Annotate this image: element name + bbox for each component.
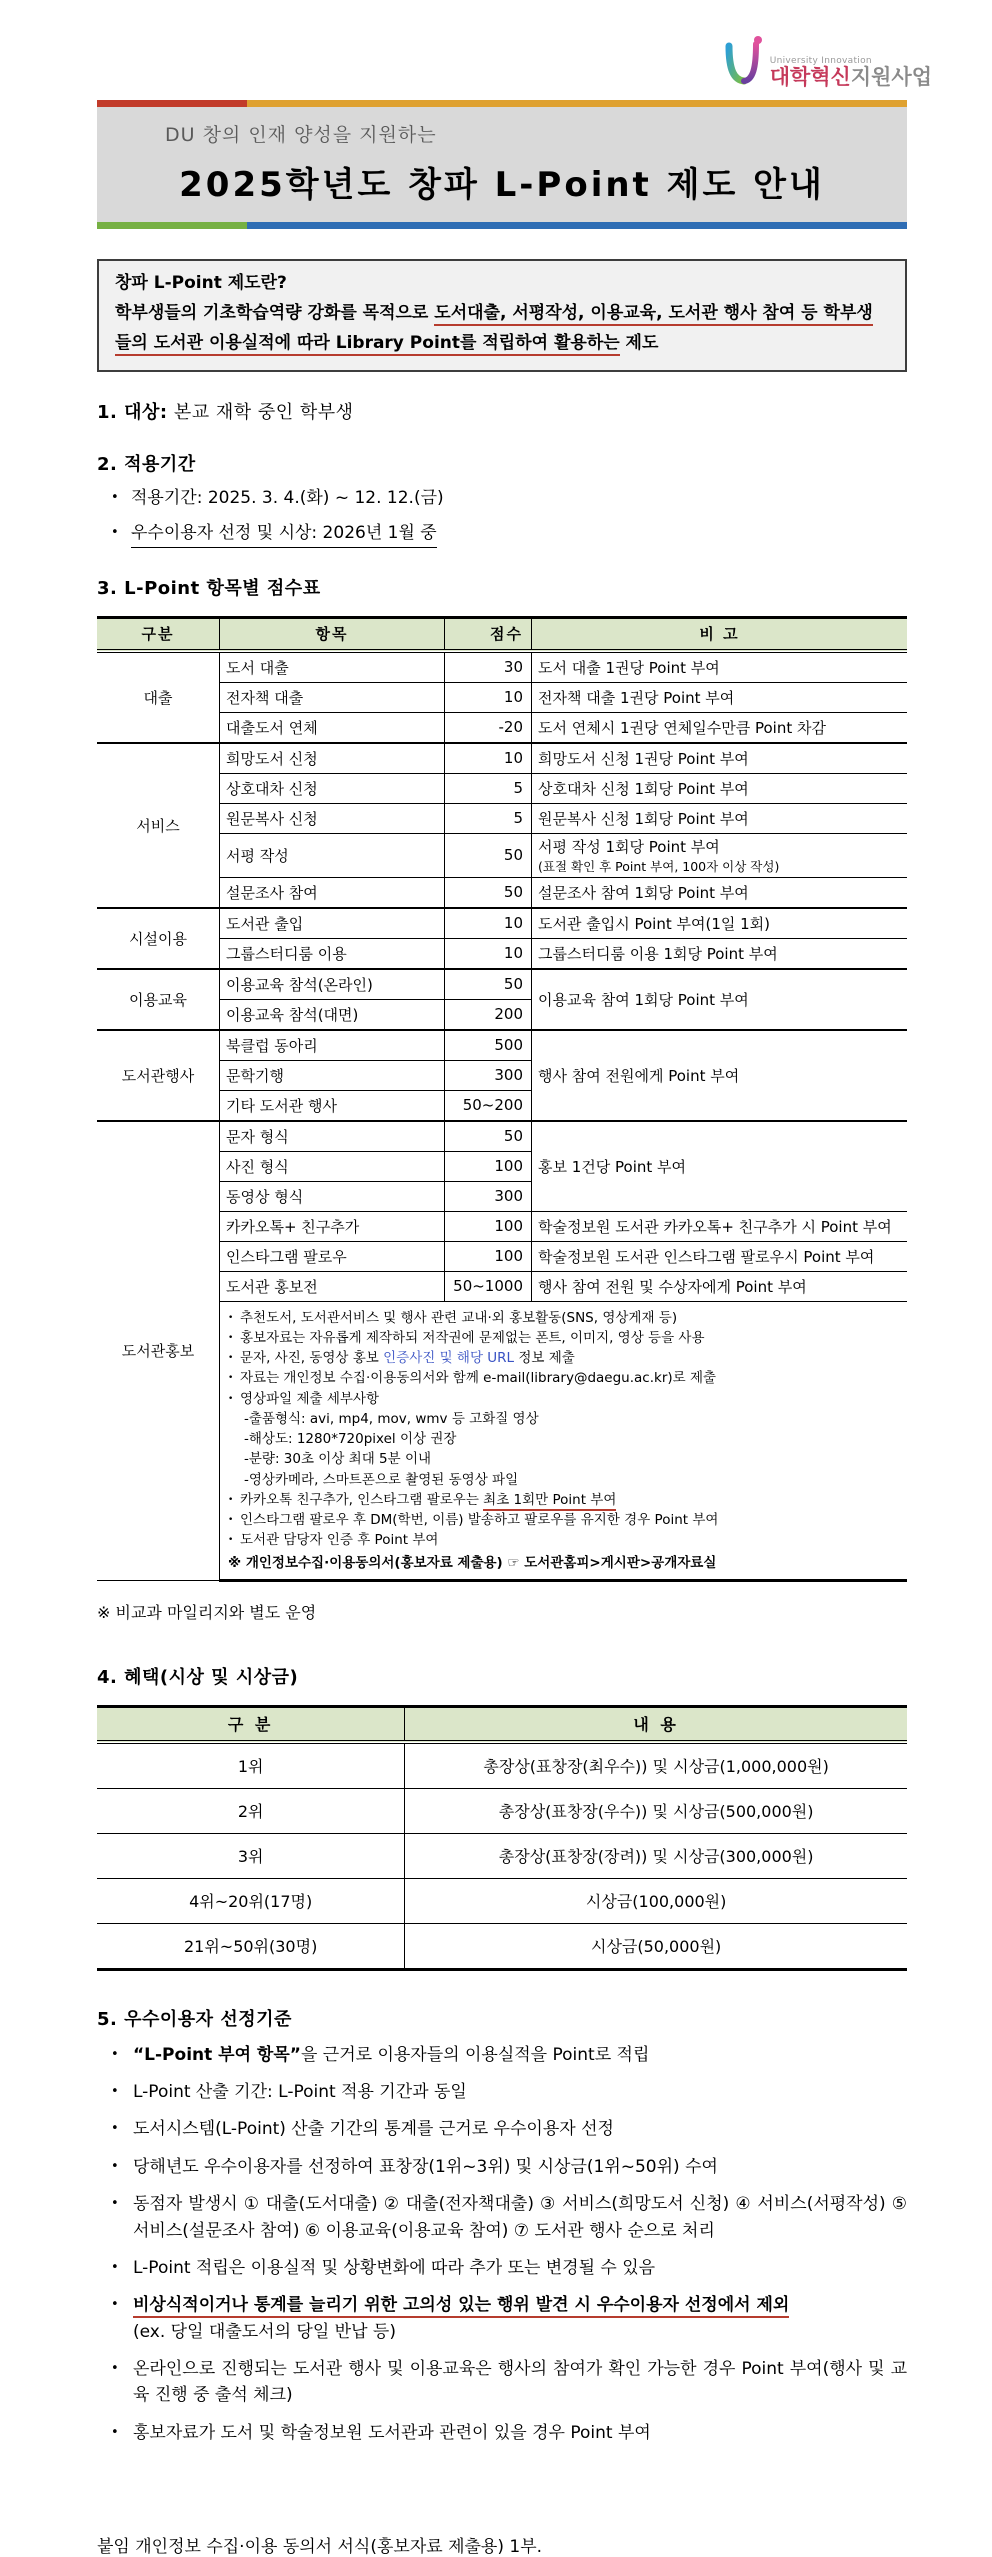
table-row	[97, 1788, 907, 1833]
section-2-bullets	[97, 486, 907, 547]
score-cell: 50	[445, 877, 532, 908]
score-cell: 200	[445, 999, 532, 1030]
note-cell: 학술정보원 도서관 카카오톡+ 친구추가 시 Point 부여	[532, 1211, 908, 1241]
bold-red-underlined-text: 비상식적이거나 통계를 늘리기 위한 고의성 있는 행위 발견 시 우수이용자 선정에서 제외	[133, 2295, 789, 2318]
score-cell: 50	[445, 1121, 532, 1152]
item-cell: 도서관 홍보전	[220, 1271, 445, 1301]
item-cell: 설문조사 참여	[220, 877, 445, 908]
score-cell: 300	[445, 1060, 532, 1090]
table-row	[97, 743, 907, 774]
item-cell: 카카오톡+ 친구추가	[220, 1211, 445, 1241]
item-cell: 그룹스터디룸 이용	[220, 938, 445, 969]
category-cell: 서비스	[97, 743, 220, 908]
prize-cell: 총장상(표창장(장려)) 및 시상금(300,000원)	[405, 1833, 907, 1878]
intro-box-title: 창파 L-Point 제도란?	[115, 273, 287, 293]
table-row	[97, 908, 907, 939]
note-subline: -영상카메라, 스마트폰으로 촬영된 동영상 파일	[244, 1471, 519, 1488]
item-cell: 원문복사 신청	[220, 803, 445, 833]
table-row	[97, 1742, 907, 1789]
red-underlined-text: 도서대출, 서평작성, 이용교육, 도서관 행사 참여 등 학부생들의 도서관 이용실적에 따라 Library Point를 적립하여 활용하는	[115, 303, 873, 356]
section-4-heading: 4. 혜택(시상 및 시상금)	[97, 1666, 299, 1688]
col-header-category: 구분	[97, 617, 220, 651]
item-cell: 북클럽 동아리	[220, 1030, 445, 1061]
page-title: 2025학년도 창파 L-Point 제도 안내	[179, 165, 825, 205]
note-line: • 카카오톡 친구추가, 인스타그램 팔로우는 최초 1회만 Point 부여	[228, 1490, 897, 1510]
criteria-item: • L-Point 산출 기간: L-Point 적용 기간과 동일	[111, 2082, 467, 2103]
category-cell: 도서관행사	[97, 1030, 220, 1121]
score-table-header-row	[97, 617, 907, 651]
note-line: • 자료는 개인정보 수집·이용동의서와 함께 e-mail(library@daegu.ac.kr)로 제출	[228, 1370, 717, 1387]
note-cell: 서평 작성 1회당 Point 부여 (표절 확인 후 Point 부여, 100자 이상 작성)	[532, 833, 908, 877]
note-line: • 홍보자료는 자유롭게 제작하되 저작권에 문제없는 폰트, 이미지, 영상 등을 사용	[228, 1329, 705, 1346]
item-cell: 전자책 대출	[220, 682, 445, 712]
table-row	[97, 1923, 907, 1969]
criteria-item: • 도서시스템(L-Point) 산출 기간의 통계를 근거로 우수이용자 선정	[111, 2119, 614, 2140]
rank-cell: 21위~50위(30명)	[97, 1923, 405, 1969]
table-row	[97, 1833, 907, 1878]
note-line: • 추천도서, 도서관서비스 및 행사 관련 교내·외 홍보활동(SNS, 영상게재 등)	[228, 1309, 678, 1326]
section-3-heading: 3. L-Point 항목별 점수표	[97, 577, 321, 599]
item-cell: 동영상 형식	[220, 1181, 445, 1211]
item-cell: 기타 도서관 행사	[220, 1090, 445, 1121]
criteria-item: • “L-Point 부여 항목”을 근거로 이용자들의 이용실적을 Point로 적립	[111, 2044, 650, 2065]
note-subtext: (표절 확인 후 Point 부여, 100자 이상 작성)	[538, 858, 780, 874]
col-header-rank: 구 분	[97, 1706, 405, 1742]
criteria-item: • 당해년도 우수이용자를 선정하여 표창장(1위~3위) 및 시상금(1위~50위) 수여	[111, 2156, 718, 2177]
score-cell: 50~200	[445, 1090, 532, 1121]
section-1-heading: 1. 대상: 본교 재학 중인 학부생	[97, 402, 354, 424]
score-cell: 10	[445, 938, 532, 969]
award-schedule-bullet: • 우수이용자 선정 및 시상: 2026년 1월 중	[111, 521, 907, 548]
rank-cell: 4위~20위(17명)	[97, 1878, 405, 1923]
note-cell: 학술정보원 도서관 인스타그램 팔로우시 Point 부여	[532, 1241, 908, 1271]
note-cell: 홍보 1건당 Point 부여	[532, 1121, 908, 1212]
rank-cell: 1위	[97, 1742, 405, 1789]
score-cell: 10	[445, 743, 532, 774]
note-cell: 전자책 대출 1권당 Point 부여	[532, 682, 908, 712]
prize-cell: 총장상(표창장(우수)) 및 시상금(500,000원)	[405, 1788, 907, 1833]
blue-highlight-text: 인증사진 및 해당 URL	[383, 1350, 515, 1367]
item-cell: 이용교육 참석(온라인)	[220, 969, 445, 1000]
intro-box-text: 학부생들의 기초학습역량 강화를 목적으로 도서대출, 서평작성, 이용교육, 도서관 행사 참여 등 학부생들의 도서관 이용실적에 따라 Library Point를 적립하여 활용하는 제도	[115, 299, 889, 359]
item-cell: 이용교육 참석(대면)	[220, 999, 445, 1030]
prize-cell: 시상금(50,000원)	[405, 1923, 907, 1969]
prize-cell: 총장상(표창장(최우수)) 및 시상금(1,000,000원)	[405, 1742, 907, 1789]
item-cell: 희망도서 신청	[220, 743, 445, 774]
document-body	[97, 0, 907, 2557]
note-cell: 이용교육 참여 1회당 Point 부여	[532, 969, 908, 1030]
title-banner	[97, 100, 907, 229]
table-row	[97, 969, 907, 1000]
category-cell: 이용교육	[97, 969, 220, 1030]
col-header-note: 비 고	[532, 617, 908, 651]
col-header-content: 내 용	[405, 1706, 907, 1742]
score-cell: 50	[445, 833, 532, 877]
score-cell: 5	[445, 773, 532, 803]
item-cell: 상호대차 신청	[220, 773, 445, 803]
note-cell: 원문복사 신청 1회당 Point 부여	[532, 803, 908, 833]
note-cell: 설문조사 참여 1회당 Point 부여	[532, 877, 908, 908]
score-cell: 300	[445, 1181, 532, 1211]
score-cell: 10	[445, 682, 532, 712]
note-cell: 상호대차 신청 1회당 Point 부여	[532, 773, 908, 803]
note-line: • 인스타그램 팔로우 후 DM(학번, 이름) 발송하고 팔로우를 유지한 경우 Point 부여	[228, 1512, 719, 1529]
item-cell: 대출도서 연체	[220, 712, 445, 743]
section-2-heading: 2. 적용기간	[97, 454, 196, 476]
note-cell: 그룹스터디룸 이용 1회당 Point 부여	[532, 938, 908, 969]
score-cell: 500	[445, 1030, 532, 1061]
criteria-item: • 온라인으로 진행되는 도서관 행사 및 이용교육은 행사의 참여가 확인 가능한 경우 Point 부여(행사 및 교육 진행 중 출석 체크)	[111, 2358, 907, 2406]
promo-final-note: ※ 개인정보수집·이용동의서(홍보자료 제출용) ☞ 도서관홈피>게시판>공개자료실	[228, 1554, 717, 1571]
rank-cell: 3위	[97, 1833, 405, 1878]
criteria-item: • L-Point 적립은 이용실적 및 상황변화에 따라 추가 또는 변경될 수 있음	[111, 2257, 656, 2278]
category-cell: 대출	[97, 651, 220, 743]
note-cell: 행사 참여 전원 및 수상자에게 Point 부여	[532, 1271, 908, 1301]
section-5-heading: 5. 우수이용자 선정기준	[97, 2008, 292, 2030]
attachment-note: 붙임 개인정보 수집·이용 동의서 서식(홍보자료 제출용) 1부.	[97, 2536, 543, 2557]
note-cell: 도서 연체시 1권당 연체일수만큼 Point 차감	[532, 712, 908, 743]
promo-notes-cell	[220, 1301, 908, 1580]
rank-cell: 2위	[97, 1788, 405, 1833]
note-subline: -분량: 30초 이상 최대 5분 이내	[244, 1451, 432, 1468]
score-cell: 100	[445, 1151, 532, 1181]
col-header-item: 항목	[220, 617, 445, 651]
benefit-table-header-row	[97, 1706, 907, 1742]
note-cell: 희망도서 신청 1권당 Point 부여	[532, 743, 908, 774]
applied-period-bullet: • 적용기간: 2025. 3. 4.(화) ~ 12. 12.(금)	[111, 488, 444, 509]
score-cell: -20	[445, 712, 532, 743]
benefit-table	[97, 1705, 907, 1971]
item-cell: 사진 형식	[220, 1151, 445, 1181]
banner-subtitle: DU 창의 인재 양성을 지원하는	[165, 124, 437, 146]
table-row	[97, 1121, 907, 1152]
score-cell: 100	[445, 1241, 532, 1271]
category-cell: 도서관홍보	[97, 1121, 220, 1581]
criteria-item: • 동점자 발생시 ① 대출(도서대출) ② 대출(전자책대출) ③ 서비스(희망도서 신청) ④ 서비스(서평작성) ⑤ 서비스(설문조사 참여) ⑥ 이용교육(이용교육 참여) ⑦ 도서관 행사 순으로 처리	[111, 2194, 907, 2241]
item-cell: 도서관 출입	[220, 908, 445, 939]
item-cell: 문학기행	[220, 1060, 445, 1090]
item-cell: 인스타그램 팔로우	[220, 1241, 445, 1271]
criteria-item: • 홍보자료가 도서 및 학술정보원 도서관과 관련이 있을 경우 Point 부여	[111, 2422, 651, 2443]
table-row	[97, 1878, 907, 1923]
note-line: • 영상파일 제출 세부사항	[228, 1390, 379, 1407]
note-subline: -출품형식: avi, mp4, mov, wmv 등 고화질 영상	[244, 1410, 539, 1427]
note-subline: -해상도: 1280*720pixel 이상 권장	[244, 1431, 457, 1448]
logo-main-text: 대학혁신지원사업	[769, 64, 932, 89]
table-row	[97, 1030, 907, 1061]
separate-operation-note: ※ 비교과 마일리지와 별도 운영	[97, 1602, 317, 1622]
score-cell: 5	[445, 803, 532, 833]
note-line: • 도서관 담당자 인증 후 Point 부여	[228, 1532, 439, 1549]
note-line: • 문자, 사진, 동영상 홍보 인증사진 및 해당 URL 정보 제출	[228, 1350, 575, 1367]
score-cell: 50	[445, 969, 532, 1000]
banner-bottom-stripe	[97, 222, 907, 229]
category-cell: 시설이용	[97, 908, 220, 969]
criteria-item: • 비상식적이거나 통계를 늘리기 위한 고의성 있는 행위 발견 시 우수이용자 선정에서 제외 (ex. 당일 대출도서의 당일 반납 등)	[111, 2295, 790, 2342]
red-underlined-text: 최초 1회만 Point 부여	[483, 1492, 616, 1511]
item-cell: 서평 작성	[220, 833, 445, 877]
col-header-score: 점수	[445, 617, 532, 651]
score-table	[97, 616, 907, 1582]
logo-small-text: University Innovation	[769, 55, 872, 66]
item-cell: 도서 대출	[220, 651, 445, 683]
score-cell: 100	[445, 1211, 532, 1241]
item-cell: 문자 형식	[220, 1121, 445, 1152]
criteria-section	[97, 2005, 907, 2446]
note-cell: 도서관 출입시 Point 부여(1일 1회)	[532, 908, 908, 939]
score-cell: 30	[445, 651, 532, 683]
table-row	[97, 651, 907, 683]
note-cell: 도서 대출 1권당 Point 부여	[532, 651, 908, 683]
intro-box	[97, 259, 907, 372]
note-cell: 행사 참여 전원에게 Point 부여	[532, 1030, 908, 1121]
banner-top-stripe	[97, 100, 907, 107]
prize-cell: 시상금(100,000원)	[405, 1878, 907, 1923]
score-cell: 10	[445, 908, 532, 939]
score-cell: 50~1000	[445, 1271, 532, 1301]
